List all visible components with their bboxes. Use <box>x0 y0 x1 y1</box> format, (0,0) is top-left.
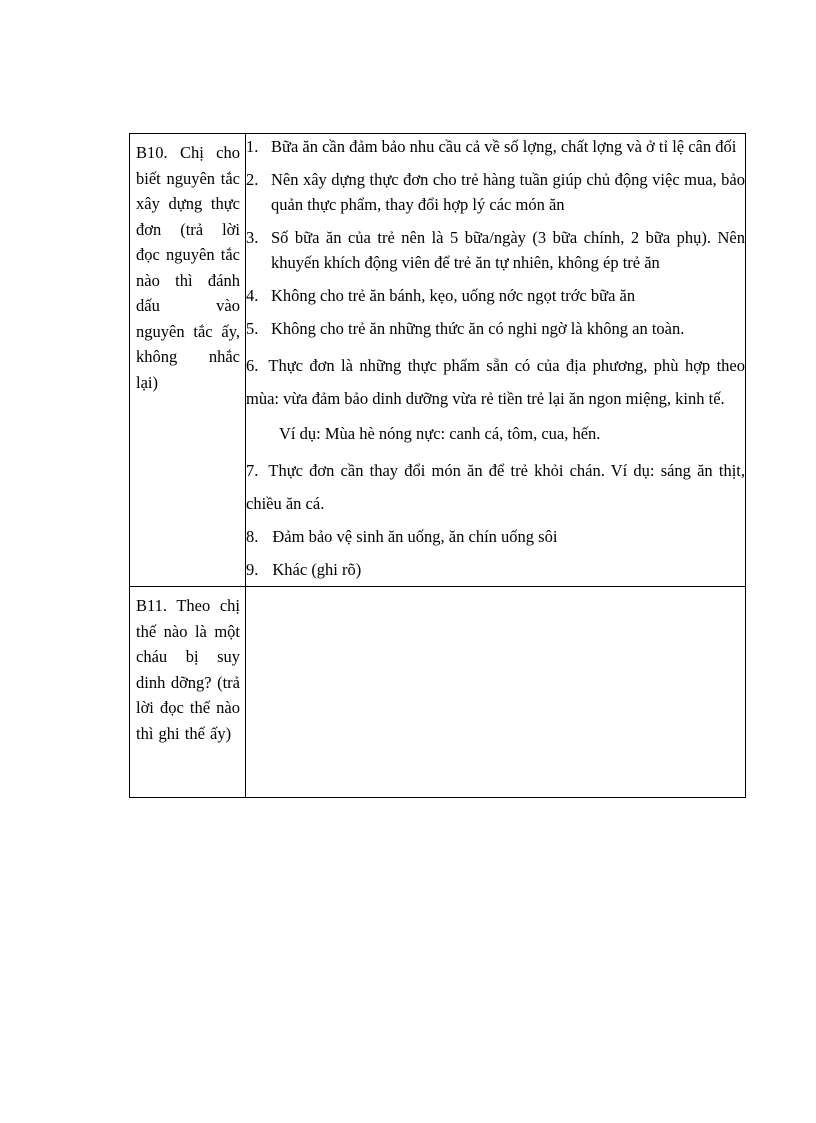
b10-item-3[interactable] <box>246 225 745 275</box>
item-number: 2. <box>246 170 259 189</box>
b11-answer-field[interactable] <box>246 587 746 798</box>
b10-item-7[interactable] <box>246 454 745 520</box>
item-number: 6. <box>246 356 259 375</box>
b10-item-4[interactable] <box>246 283 745 308</box>
item-number: 1. <box>246 137 259 156</box>
b10-item-8[interactable] <box>246 520 745 553</box>
item-text: Không cho trẻ ăn những thức ăn có nghi ngờ là không an toàn. <box>271 319 685 338</box>
b10-item-6[interactable] <box>246 349 745 415</box>
item-text: Thực đơn cần thay đổi món ăn để trẻ khỏi chán. Ví dụ: sáng ăn thịt, chiều ăn cá. <box>246 461 745 513</box>
b10-question-cell <box>130 134 246 587</box>
b10-question: B10. Chị cho biết nguyên tắc xây dựng thực đơn (trả lời đọc nguyên tắc nào thì đánh dấu vào nguyên tắc ấy, không nhắc lại) <box>136 143 240 392</box>
b10-item-2[interactable] <box>246 167 745 217</box>
b10-item-5[interactable] <box>246 316 745 341</box>
b10-item-1[interactable] <box>246 134 745 159</box>
b11-question: B11. Theo chị thế nào là một cháu bị suy dinh dỡng? (trả lời đọc thế nào thì ghi thế ấy) <box>136 596 240 743</box>
item-text: Khác (ghi rõ) <box>272 560 362 579</box>
b11-row <box>130 587 746 798</box>
b10-item-6-example: Ví dụ: Mùa hè nóng nực: canh cá, tôm, cua, hến. <box>279 424 601 443</box>
item-number: 5. <box>246 319 259 338</box>
b10-row <box>130 134 746 587</box>
b10-item-9[interactable] <box>246 553 745 586</box>
item-text: Đảm bảo vệ sinh ăn uống, ăn chín uống sôi <box>272 527 558 546</box>
item-number: 9. <box>246 560 259 579</box>
item-number: 3. <box>246 228 259 247</box>
item-number: 7. <box>246 461 259 480</box>
b11-question-cell <box>130 587 246 798</box>
item-text: Nên xây dựng thực đơn cho trẻ hàng tuần giúp chủ động việc mua, bảo quản thực phẩm, thay đổi hợp lý các món ăn <box>271 170 745 214</box>
item-text: Số bữa ăn của trẻ nên là 5 bữa/ngày (3 bữa chính, 2 bữa phụ). Nên khuyến khích động viên để trẻ ăn tự nhiên, không ép trẻ ăn <box>271 228 745 272</box>
item-text: Không cho trẻ ăn bánh, kẹo, uống nớc ngọt trớc bữa ăn <box>271 286 636 305</box>
item-number: 4. <box>246 286 259 305</box>
item-text: Bữa ăn cần đảm bảo nhu cầu cả về số lợng, chất lợng và ở tỉ lệ cân đối <box>271 137 737 156</box>
item-text: Thực đơn là những thực phẩm sẵn có của địa phương, phù hợp theo mùa: vừa đảm bảo dinh dưỡng vừa rẻ tiền trẻ lại ăn ngon miệng, kinh tế. <box>246 356 745 408</box>
item-number: 8. <box>246 527 259 546</box>
survey-table <box>129 133 746 798</box>
b10-answer-cell <box>246 134 746 587</box>
